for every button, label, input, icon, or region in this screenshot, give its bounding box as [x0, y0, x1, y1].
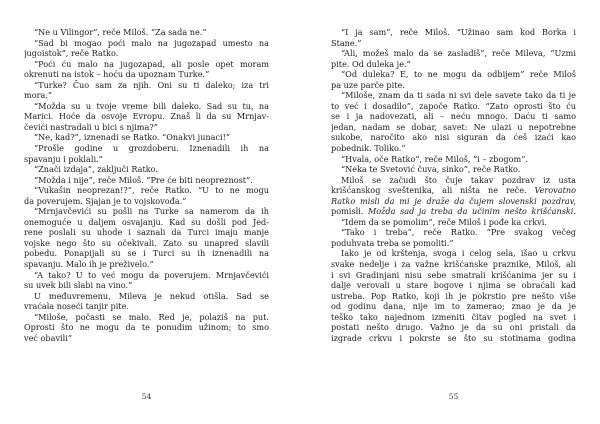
text-line: onemoguće u daljem osvajanju. Kad su došli pod Jed-	[24, 216, 269, 227]
text-line: pomisli. Možda sad ja treba da učinim nešto krišćanski.	[331, 206, 576, 217]
text-line: se i ja nadovezati, ali – neću mnogo. Daću ti samo	[331, 111, 576, 122]
text-line: “Miloše, znam da ti sada ni svi dele savete tako da ti je	[341, 90, 576, 101]
text-line: već obavili”	[24, 332, 73, 343]
right-page-number: 55	[448, 392, 459, 401]
text-line: sukobe, naročito ako nisi siguran da ćeš izaći kao	[331, 132, 576, 143]
left-page-number: 54	[141, 392, 152, 401]
text-line: okrenuti na istok – hoću da upoznam Turke.”	[24, 69, 210, 80]
text-line: “Mrnjavčevići su pošli na Turke sa namerom da ih	[34, 206, 269, 217]
text-line: i svi Gradinjani nisu sebe smatrali krišćanima jer su i	[331, 269, 576, 280]
text-line: “Znači izdaja”, zaključi Ratko.	[34, 164, 159, 175]
text-line: vraćala noseći tanjir pite.	[24, 301, 129, 312]
text-line: Marici. Hoće da osvoje Evropu. Znaš li da su Mrnjav-	[24, 111, 269, 122]
text-line: Oprosti što ne mogu da te ponudim užinom; to smo	[24, 322, 269, 333]
text-line: pobedu. Ponapijali su se i Turci su ih iznenadili na	[24, 248, 269, 259]
text-line: U međuvremenu, Mileva je nekud otišla. Sad se	[34, 290, 269, 301]
text-line: Stane.”	[331, 37, 362, 48]
text-line: “I ja sam”, reče Miloš. “Užinao sam kod Borka i	[341, 27, 576, 37]
text-line: “Idem da se pomolim”, reče Miloš i pođe ka crkvi.	[341, 216, 547, 227]
text-line: mora.”	[24, 90, 53, 101]
text-line: “Tako i treba”, reče Ratko. “Pre svakog večeg	[341, 227, 576, 238]
right-page-text	[331, 27, 576, 343]
text-line: jedan, nadam se dobar, savet: Ne ulazi u nepotrebne	[331, 121, 576, 132]
text-line: pite. Od duleka je.”	[331, 58, 411, 69]
text-line: “Možda i nije”, reče Miloš. “Pre će biti neopreznost”.	[34, 174, 253, 185]
text-line: ustreba. Pop Ratko, koji ih je pokrstio pre nešto više	[331, 290, 576, 301]
text-line: “Prošle godine u grozdoberu. Iznenadili ih na	[34, 143, 269, 154]
text-line: spavanju i poklali.”	[24, 153, 103, 164]
text-line: Miloš se začudi što čuje takav pozdrav iz usta	[341, 174, 576, 185]
text-line: da poverujem. Sjajan je to vojskovođa.”	[24, 195, 187, 206]
text-line: “Turke? Čuo sam za njih. Oni su ti daleko; iza tri	[34, 79, 269, 90]
text-line: spavanju. Malo ih je preživelo.”	[24, 259, 154, 270]
text-line: teško tako najednom izmeniti čitav pogled na svet i	[331, 311, 576, 322]
text-line: Ratko misli da mi je draže da čujem slovenski pozdrav,	[331, 195, 576, 206]
text-line: “Neka te Svetović čuva, sinko”, reče Ratko.	[341, 164, 521, 175]
text-line: “Hvala, oče Ratko”, reče Miloš, “i – zbogom”.	[341, 153, 528, 164]
text-line: “Ne, kad?”, iznenadi se Ratko. “Onakvi junaci!”	[34, 132, 231, 143]
text-line: krišćanskog sveštenika, ali ništa ne reče. Verovatno	[331, 185, 576, 196]
text-line: jugoistok”, reče Ratko.	[24, 48, 119, 59]
text-line: poduhvata treba se pomoliti.”	[331, 237, 454, 248]
text-line: “Miloše, počasti se malo. Red je, polaziš na put.	[34, 311, 269, 322]
text-line: od godinu dana, nije im to zamerao; znao je da je	[331, 301, 576, 312]
text-line: “Sad bi mogao poći malo na jugozapad umesto na	[34, 37, 269, 48]
text-line: to već i dosadilo”, započe Ratko. “Zato oprosti što ću	[331, 100, 576, 111]
text-line: Iako je od krštenja, svoga i celog sela, išao u crkvu	[341, 248, 576, 259]
text-line: rene poslali su uhode i saznali da Turci imaju manje	[24, 227, 269, 238]
text-line: postati nešto drugo. Važno je da su oni pristali da	[331, 322, 576, 333]
text-line: “Možda su u tvoje vreme bili daleko. Sad su tu, na	[34, 100, 269, 111]
text-line: su uvek bili slabi na vino.”	[24, 280, 133, 291]
text-line: vojske nego što su očekivali. Zato su unapred slavili	[24, 237, 269, 248]
text-line: pa uze parče pite.	[331, 79, 405, 90]
text-line: izgrade crkvu i pokrste se što su stotinama godina	[331, 332, 576, 343]
text-line: “Od duleka? E, to ne mogu da odbijem” reče Miloš	[341, 69, 576, 80]
text-line: svake nedelje i za važne krišćanske praznike, Miloš, ali	[331, 259, 576, 270]
text-line: “Ali, možeš malo da se zasladiš”, reče Mileva, “Uzmi	[341, 48, 576, 59]
text-line: dalje verovali u stare bogove i njima se obraćali kad	[331, 280, 576, 291]
left-page-text	[24, 27, 269, 343]
text-line: “Vukašin neoprezan!?”, reče Ratko. “U to ne mogu	[34, 185, 269, 196]
text-line: “Ne u Vilingor”, reče Miloš. “Za sada ne.”	[34, 27, 207, 37]
text-line: čevići nastradali u bici s njima?”	[24, 121, 158, 132]
text-line: “Poći ću malo na jugozapad, ali posle opet moram	[34, 58, 269, 69]
text-line: “A tako? U to već mogu da poverujem. Mrnjavčevići	[34, 269, 269, 280]
text-line: pobednik. Toliko.”	[331, 143, 406, 154]
